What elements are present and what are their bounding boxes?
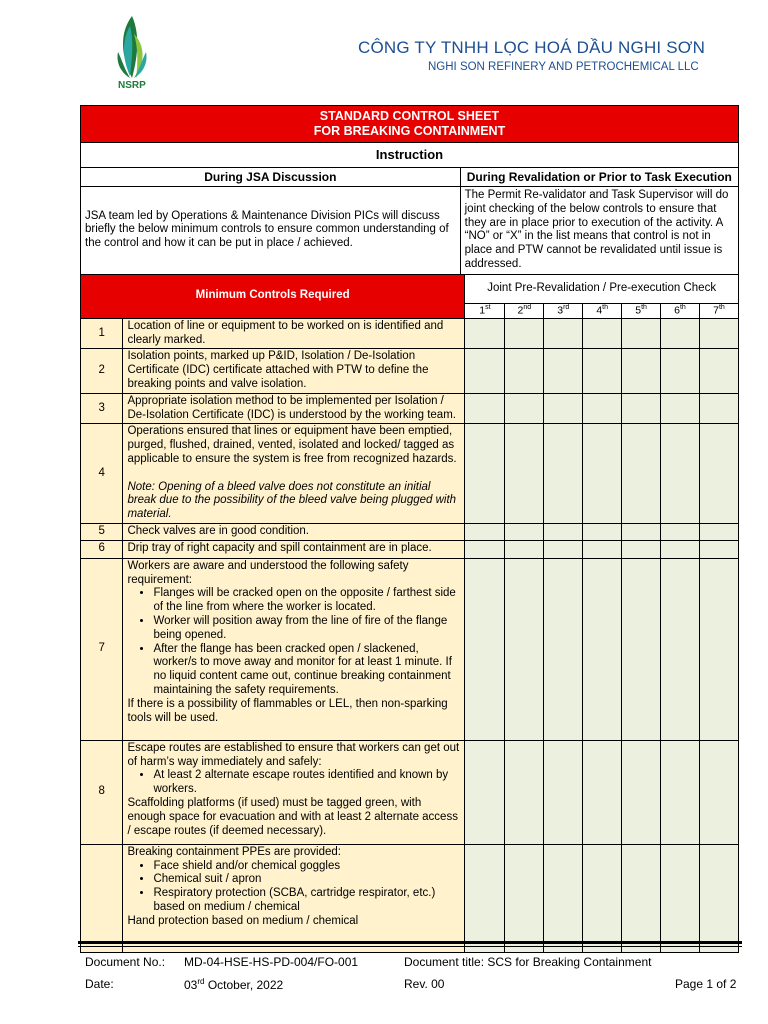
check-cell[interactable] — [505, 523, 544, 540]
check-cell[interactable] — [465, 740, 505, 844]
control-text: Operations ensured that lines or equipment have been emptied, purged, flushed, drained, vented, isolated and locked/ tagged as applicable to ensure the system is free from recognized hazards. — [127, 425, 457, 465]
control-bullet: • Chemical suit / apron — [153, 873, 460, 887]
check-cell[interactable] — [583, 740, 622, 844]
check-column-header — [583, 303, 622, 318]
sheet-title — [81, 106, 739, 143]
check-cell[interactable] — [505, 393, 544, 424]
check-column-header — [622, 303, 661, 318]
check-cell[interactable] — [544, 349, 583, 393]
footer-page-number: Page 1 of 2 — [675, 977, 737, 991]
control-text: Workers are aware and understood the following safety requirement: — [127, 559, 409, 586]
check-cell[interactable] — [505, 318, 544, 349]
control-number: 7 — [81, 558, 123, 740]
check-ordinal-number: 1 — [479, 304, 486, 317]
sheet-title-line1: STANDARD CONTROL SHEET — [319, 109, 500, 123]
check-ordinal-suffix: rd — [563, 304, 570, 312]
check-ordinal-suffix: nd — [523, 304, 532, 312]
control-bullet-list — [127, 769, 460, 797]
control-number: 4 — [81, 424, 123, 524]
check-column-header — [505, 303, 544, 318]
check-cell[interactable] — [622, 844, 661, 952]
check-cell[interactable] — [699, 393, 738, 424]
check-ordinal-number: 3 — [557, 304, 564, 317]
footer-revision: Rev. 00 — [404, 977, 445, 991]
check-cell[interactable] — [505, 540, 544, 558]
check-cell[interactable] — [622, 349, 661, 393]
check-cell[interactable] — [583, 393, 622, 424]
check-cell[interactable] — [465, 540, 505, 558]
minimum-controls-header: Minimum Controls Required — [81, 274, 465, 318]
check-cell[interactable] — [583, 844, 622, 952]
control-text: Drip tray of right capacity and spill containment are in place. — [127, 541, 432, 554]
control-row — [81, 393, 739, 424]
control-followup-text: Scaffolding platforms (if used) must be tagged green, with enough space for evacuation and with at least 2 alternate access / escape routes (if deemed necessary). — [127, 796, 458, 837]
check-cell[interactable] — [661, 318, 700, 349]
control-description — [123, 523, 465, 540]
check-cell[interactable] — [505, 558, 544, 740]
control-row — [81, 349, 739, 393]
control-row — [81, 318, 739, 349]
instruction-heading: Instruction — [81, 143, 739, 168]
company-name-vietnamese: CÔNG TY TNHH LỌC HOÁ DẦU NGHI SƠN — [358, 38, 706, 57]
check-cell[interactable] — [544, 424, 583, 524]
control-bullet-list — [127, 860, 460, 915]
control-bullet: • After the flange has been cracked open / slackened, worker/s to move away and monitor for at least 1 minute. If no liquid content came out, continue breaking containment maintaining the safety requirements. — [153, 643, 460, 698]
check-ordinal-suffix: th — [679, 304, 686, 312]
control-row — [81, 424, 739, 524]
control-row — [81, 523, 739, 540]
check-cell[interactable] — [699, 424, 738, 524]
control-text: Appropriate isolation method to be implemented per Isolation / De-Isolation Certificate (IDC) is understood by the working team. — [127, 394, 456, 421]
control-bullet: • Worker will position away from the line of fire of the flange being opened. — [153, 615, 460, 643]
check-column-header — [699, 303, 738, 318]
check-cell[interactable] — [465, 349, 505, 393]
check-cell[interactable] — [622, 523, 661, 540]
footer-rule-thick — [78, 941, 742, 944]
check-cell[interactable] — [699, 523, 738, 540]
check-cell[interactable] — [699, 349, 738, 393]
check-column-header — [544, 303, 583, 318]
sheet-title-line2: FOR BREAKING CONTAINMENT — [313, 124, 506, 138]
check-cell[interactable] — [661, 740, 700, 844]
control-sheet-table — [80, 105, 739, 953]
footer-date — [184, 977, 283, 992]
check-cell[interactable] — [583, 424, 622, 524]
check-cell[interactable] — [661, 540, 700, 558]
control-description — [123, 558, 465, 740]
check-cell[interactable] — [544, 558, 583, 740]
check-cell[interactable] — [505, 424, 544, 524]
check-cell[interactable] — [465, 318, 505, 349]
control-text: Breaking containment PPEs are provided: — [127, 845, 341, 858]
revalidation-description: The Permit Re-validator and Task Supervisor will do joint checking of the below controls to ensure that they are in place prior to execution of the activity. A “NO” or “X” in the list means that control is not in place and PTW cannot be revalidated until issue is addressed. — [460, 187, 738, 275]
check-cell[interactable] — [544, 540, 583, 558]
check-ordinal-number: 5 — [635, 304, 642, 317]
check-cell[interactable] — [661, 523, 700, 540]
control-number: 3 — [81, 393, 123, 424]
control-description — [123, 740, 465, 844]
check-cell[interactable] — [699, 844, 738, 952]
check-cell[interactable] — [622, 740, 661, 844]
check-cell[interactable] — [544, 318, 583, 349]
check-cell[interactable] — [699, 318, 738, 349]
joint-check-header: Joint Pre-Revalidation / Pre-execution Check — [465, 274, 739, 303]
control-bullet: • Respiratory protection (SCBA, cartridge respirator, etc.) based on medium / chemical — [153, 887, 460, 915]
control-text: Isolation points, marked up P&ID, Isolation / De-Isolation Certificate (IDC) certificate attached with PTW to define the breaking points and valve isolation. — [127, 350, 429, 390]
control-note: Note: Opening of a bleed valve does not constitute an initial break due to the possibility of the bleed valve being plugged with material. — [127, 480, 457, 521]
footer-rule-thin — [78, 946, 742, 947]
control-number: 2 — [81, 349, 123, 393]
company-name-english: NGHI SON REFINERY AND PETROCHEMICAL LLC — [428, 61, 699, 73]
control-description — [123, 540, 465, 558]
control-number: 6 — [81, 540, 123, 558]
check-cell[interactable] — [661, 393, 700, 424]
footer-doc-title: Document title: SCS for Breaking Containment — [404, 955, 652, 969]
check-cell[interactable] — [583, 540, 622, 558]
spacer — [127, 467, 460, 481]
control-text: Location of line or equipment to be worked on is identified and clearly marked. — [127, 319, 444, 346]
control-description — [123, 393, 465, 424]
footer-date-day: 03 — [184, 978, 198, 992]
check-cell[interactable] — [661, 424, 700, 524]
check-cell[interactable] — [544, 523, 583, 540]
check-ordinal-number: 2 — [517, 304, 524, 317]
control-bullet-list — [127, 587, 460, 697]
check-cell[interactable] — [465, 393, 505, 424]
footer-date-label: Date: — [85, 977, 114, 991]
control-row — [81, 844, 739, 952]
check-cell[interactable] — [505, 740, 544, 844]
control-bullet: • Face shield and/or chemical goggles — [153, 860, 460, 874]
check-column-header — [661, 303, 700, 318]
logo-wordmark: NSRP — [118, 80, 146, 91]
check-cell[interactable] — [622, 558, 661, 740]
check-cell[interactable] — [661, 558, 700, 740]
control-bullet: • Flanges will be cracked open on the opposite / farthest side of the line from where the worker is located. — [153, 587, 460, 615]
check-ordinal-suffix: th — [718, 304, 725, 312]
control-followup-text: If there is a possibility of flammables or LEL, then non-sparking tools will be used. — [127, 697, 448, 724]
check-cell[interactable] — [661, 349, 700, 393]
jsa-heading: During JSA Discussion — [81, 168, 461, 187]
check-cell[interactable] — [622, 393, 661, 424]
control-description — [123, 844, 465, 952]
check-cell[interactable] — [622, 318, 661, 349]
control-row — [81, 740, 739, 844]
check-cell[interactable] — [465, 844, 505, 952]
check-cell[interactable] — [583, 523, 622, 540]
check-cell[interactable] — [622, 424, 661, 524]
check-ordinal-suffix: st — [485, 304, 491, 312]
control-text: Check valves are in good condition. — [127, 524, 309, 537]
check-ordinal-suffix: th — [641, 304, 647, 312]
check-cell[interactable] — [465, 558, 505, 740]
control-row — [81, 540, 739, 558]
footer-date-rest: October, 2022 — [204, 978, 284, 992]
check-cell[interactable] — [505, 844, 544, 952]
company-logo — [108, 12, 156, 94]
check-cell[interactable] — [544, 844, 583, 952]
check-cell[interactable] — [699, 740, 738, 844]
check-cell[interactable] — [505, 349, 544, 393]
control-description — [123, 349, 465, 393]
footer-date-suffix: rd — [197, 977, 205, 986]
check-cell[interactable] — [544, 740, 583, 844]
check-cell[interactable] — [622, 540, 661, 558]
control-number: 1 — [81, 318, 123, 349]
control-number: 8 — [81, 740, 123, 844]
footer-doc-no: MD-04-HSE-HS-PD-004/FO-001 — [184, 955, 359, 969]
check-cell[interactable] — [699, 540, 738, 558]
check-cell[interactable] — [583, 318, 622, 349]
control-bullet: • At least 2 alternate escape routes identified and known by workers. — [153, 769, 460, 797]
check-cell[interactable] — [661, 844, 700, 952]
footer-doc-no-label: Document No.: — [85, 955, 166, 969]
jsa-description: JSA team led by Operations & Maintenance Division PICs will discuss briefly the below minimum controls to ensure common understanding of the control and how it can be put in place / achieved. — [81, 187, 461, 275]
control-description — [123, 318, 465, 349]
control-text: Escape routes are established to ensure that workers can get out of harm’s way immediately and safely: — [127, 741, 460, 768]
check-cell[interactable] — [465, 523, 505, 540]
revalidation-heading: During Revalidation or Prior to Task Execution — [460, 168, 738, 187]
check-column-header — [465, 303, 505, 318]
check-cell[interactable] — [544, 393, 583, 424]
control-row — [81, 558, 739, 740]
control-description — [123, 424, 465, 524]
control-number: 5 — [81, 523, 123, 540]
check-cell[interactable] — [465, 424, 505, 524]
control-number — [81, 844, 123, 952]
check-cell[interactable] — [583, 558, 622, 740]
control-followup-text: Hand protection based on medium / chemical — [127, 914, 359, 927]
company-name-block — [358, 38, 706, 73]
check-cell[interactable] — [699, 558, 738, 740]
check-cell[interactable] — [583, 349, 622, 393]
check-ordinal-number: 7 — [713, 304, 719, 317]
check-ordinal-suffix: th — [602, 304, 609, 312]
check-ordinal-number: 6 — [674, 304, 680, 317]
check-ordinal-number: 4 — [596, 304, 603, 317]
